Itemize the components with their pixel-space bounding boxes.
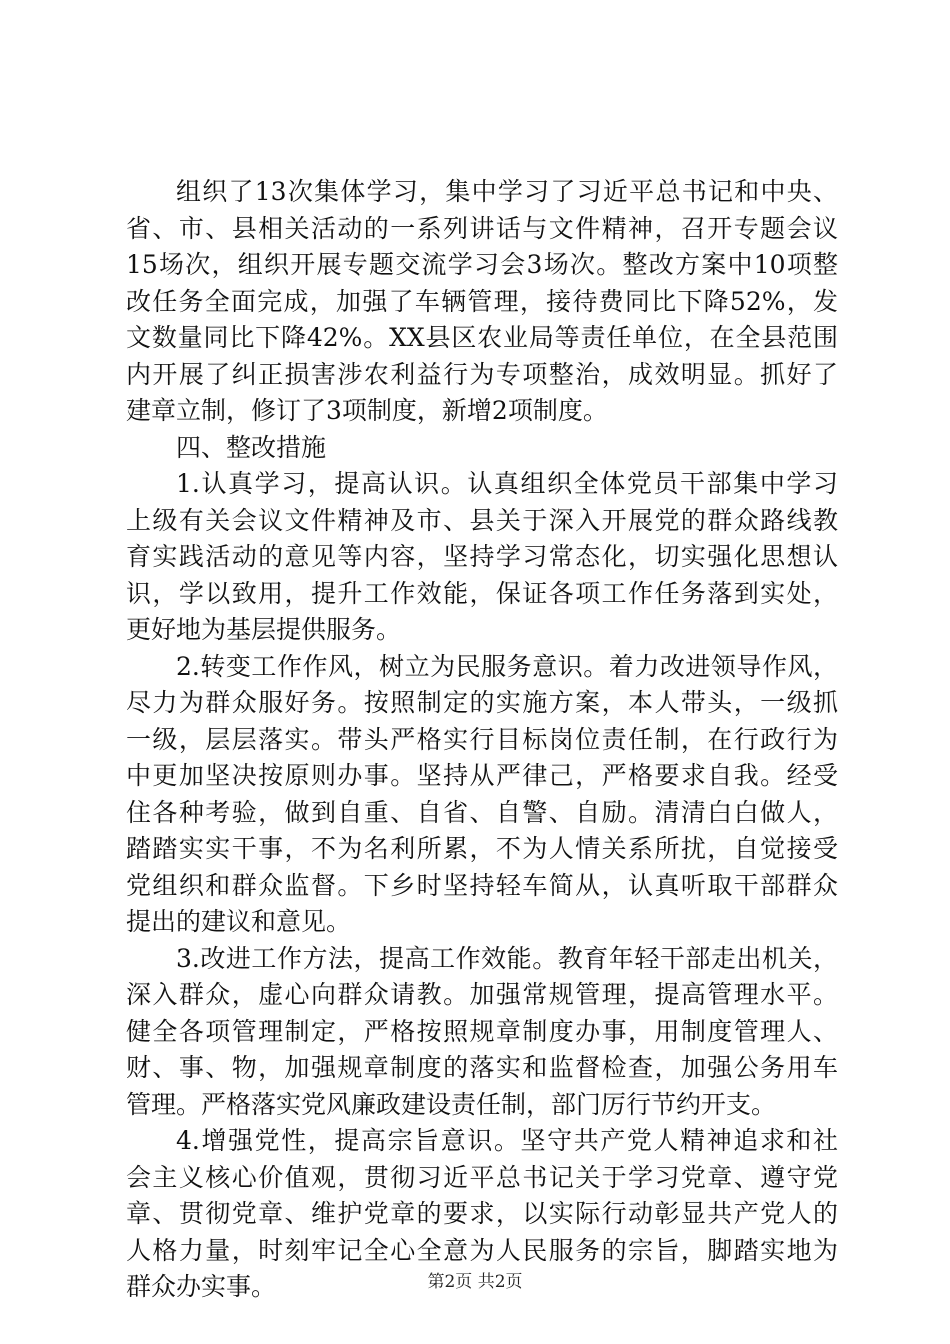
document-body (126, 174, 838, 1306)
text-line: 住各种考验，做到自重、自省、自警、自励。清清白白做人， (126, 797, 838, 827)
text-line: 章、贯彻党章、维护党章的要求，以实际行动彰显共产党人的 (126, 1199, 838, 1228)
text-line: 1.认真学习，提高认识。认真组织全体党员干部集中学习 (176, 469, 838, 498)
text-line: 文数量同比下降42%。XX县区农业局等责任单位，在全县范围 (126, 323, 838, 352)
text-line: 群众办实事。 (126, 1272, 277, 1301)
text-line: 财、事、物，加强规章制度的落实和监督检查，加强公务用车 (126, 1053, 838, 1082)
text-line: 一级，层层落实。带头严格实行目标岗位责任制，在行政行为 (126, 724, 838, 754)
text-line: 尽力为群众服好务。按照制定的实施方案，本人带头，一级抓 (126, 688, 838, 717)
text-line: 管理。严格落实党风廉政建设责任制，部门厉行节约开支。 (126, 1089, 777, 1119)
text-line: 育实践活动的意见等内容，坚持学习常态化，切实强化思想认 (126, 542, 838, 571)
text-line: 内开展了纠正损害涉农利益行为专项整治，成效明显。抓好了 (126, 359, 838, 389)
text-line: 2.转变工作作风，树立为民服务意识。着力改进领导作风， (176, 651, 838, 681)
text-line: 组织了13次集体学习，集中学习了习近平总书记和中央、 (176, 177, 838, 206)
text-line: 识，学以致用，提升工作效能，保证各项工作任务落到实处， (126, 578, 838, 608)
text-line: 15场次，组织开展专题交流学习会3场次。整改方案中10项整 (126, 250, 838, 279)
text-line: 党组织和群众监督。下乡时坚持轻车简从，认真听取干部群众 (126, 870, 838, 900)
text-line: 改任务全面完成，加强了车辆管理，接待费同比下降52%，发 (126, 286, 838, 316)
text-line: 中更加坚决按原则办事。坚持从严律己，严格要求自我。经受 (126, 761, 838, 790)
text-line: 提出的建议和意见。 (126, 907, 352, 936)
text-line: 上级有关会议文件精神及市、县关于深入开展党的群众路线教 (126, 505, 838, 535)
text-line: 踏踏实实干事，不为名利所累，不为人情关系所扰，自觉接受 (126, 834, 838, 863)
text-line: 3.改进工作方法，提高工作效能。教育年轻干部走出机关， (176, 943, 838, 973)
page-number-footer: 第2页 共2页 (427, 1272, 523, 1292)
text-line: 会主义核心价值观，贯彻习近平总书记关于学习党章、遵守党 (126, 1162, 838, 1192)
text-line: 深入群众，虚心向群众请教。加强常规管理，提高管理水平。 (126, 980, 838, 1009)
text-line: 4.增强党性，提高宗旨意识。坚守共产党人精神追求和社 (176, 1126, 838, 1155)
text-line: 建章立制，修订了3项制度，新增2项制度。 (126, 396, 608, 425)
text-line: 四、整改措施 (176, 432, 327, 462)
text-line: 健全各项管理制定，严格按照规章制度办事，用制度管理人、 (126, 1016, 838, 1046)
text-line: 人格力量，时刻牢记全心全意为人民服务的宗旨，脚踏实地为 (126, 1235, 838, 1265)
text-line: 省、市、县相关活动的一系列讲话与文件精神，召开专题会议 (126, 213, 838, 243)
text-line: 更好地为基层提供服务。 (126, 615, 402, 644)
